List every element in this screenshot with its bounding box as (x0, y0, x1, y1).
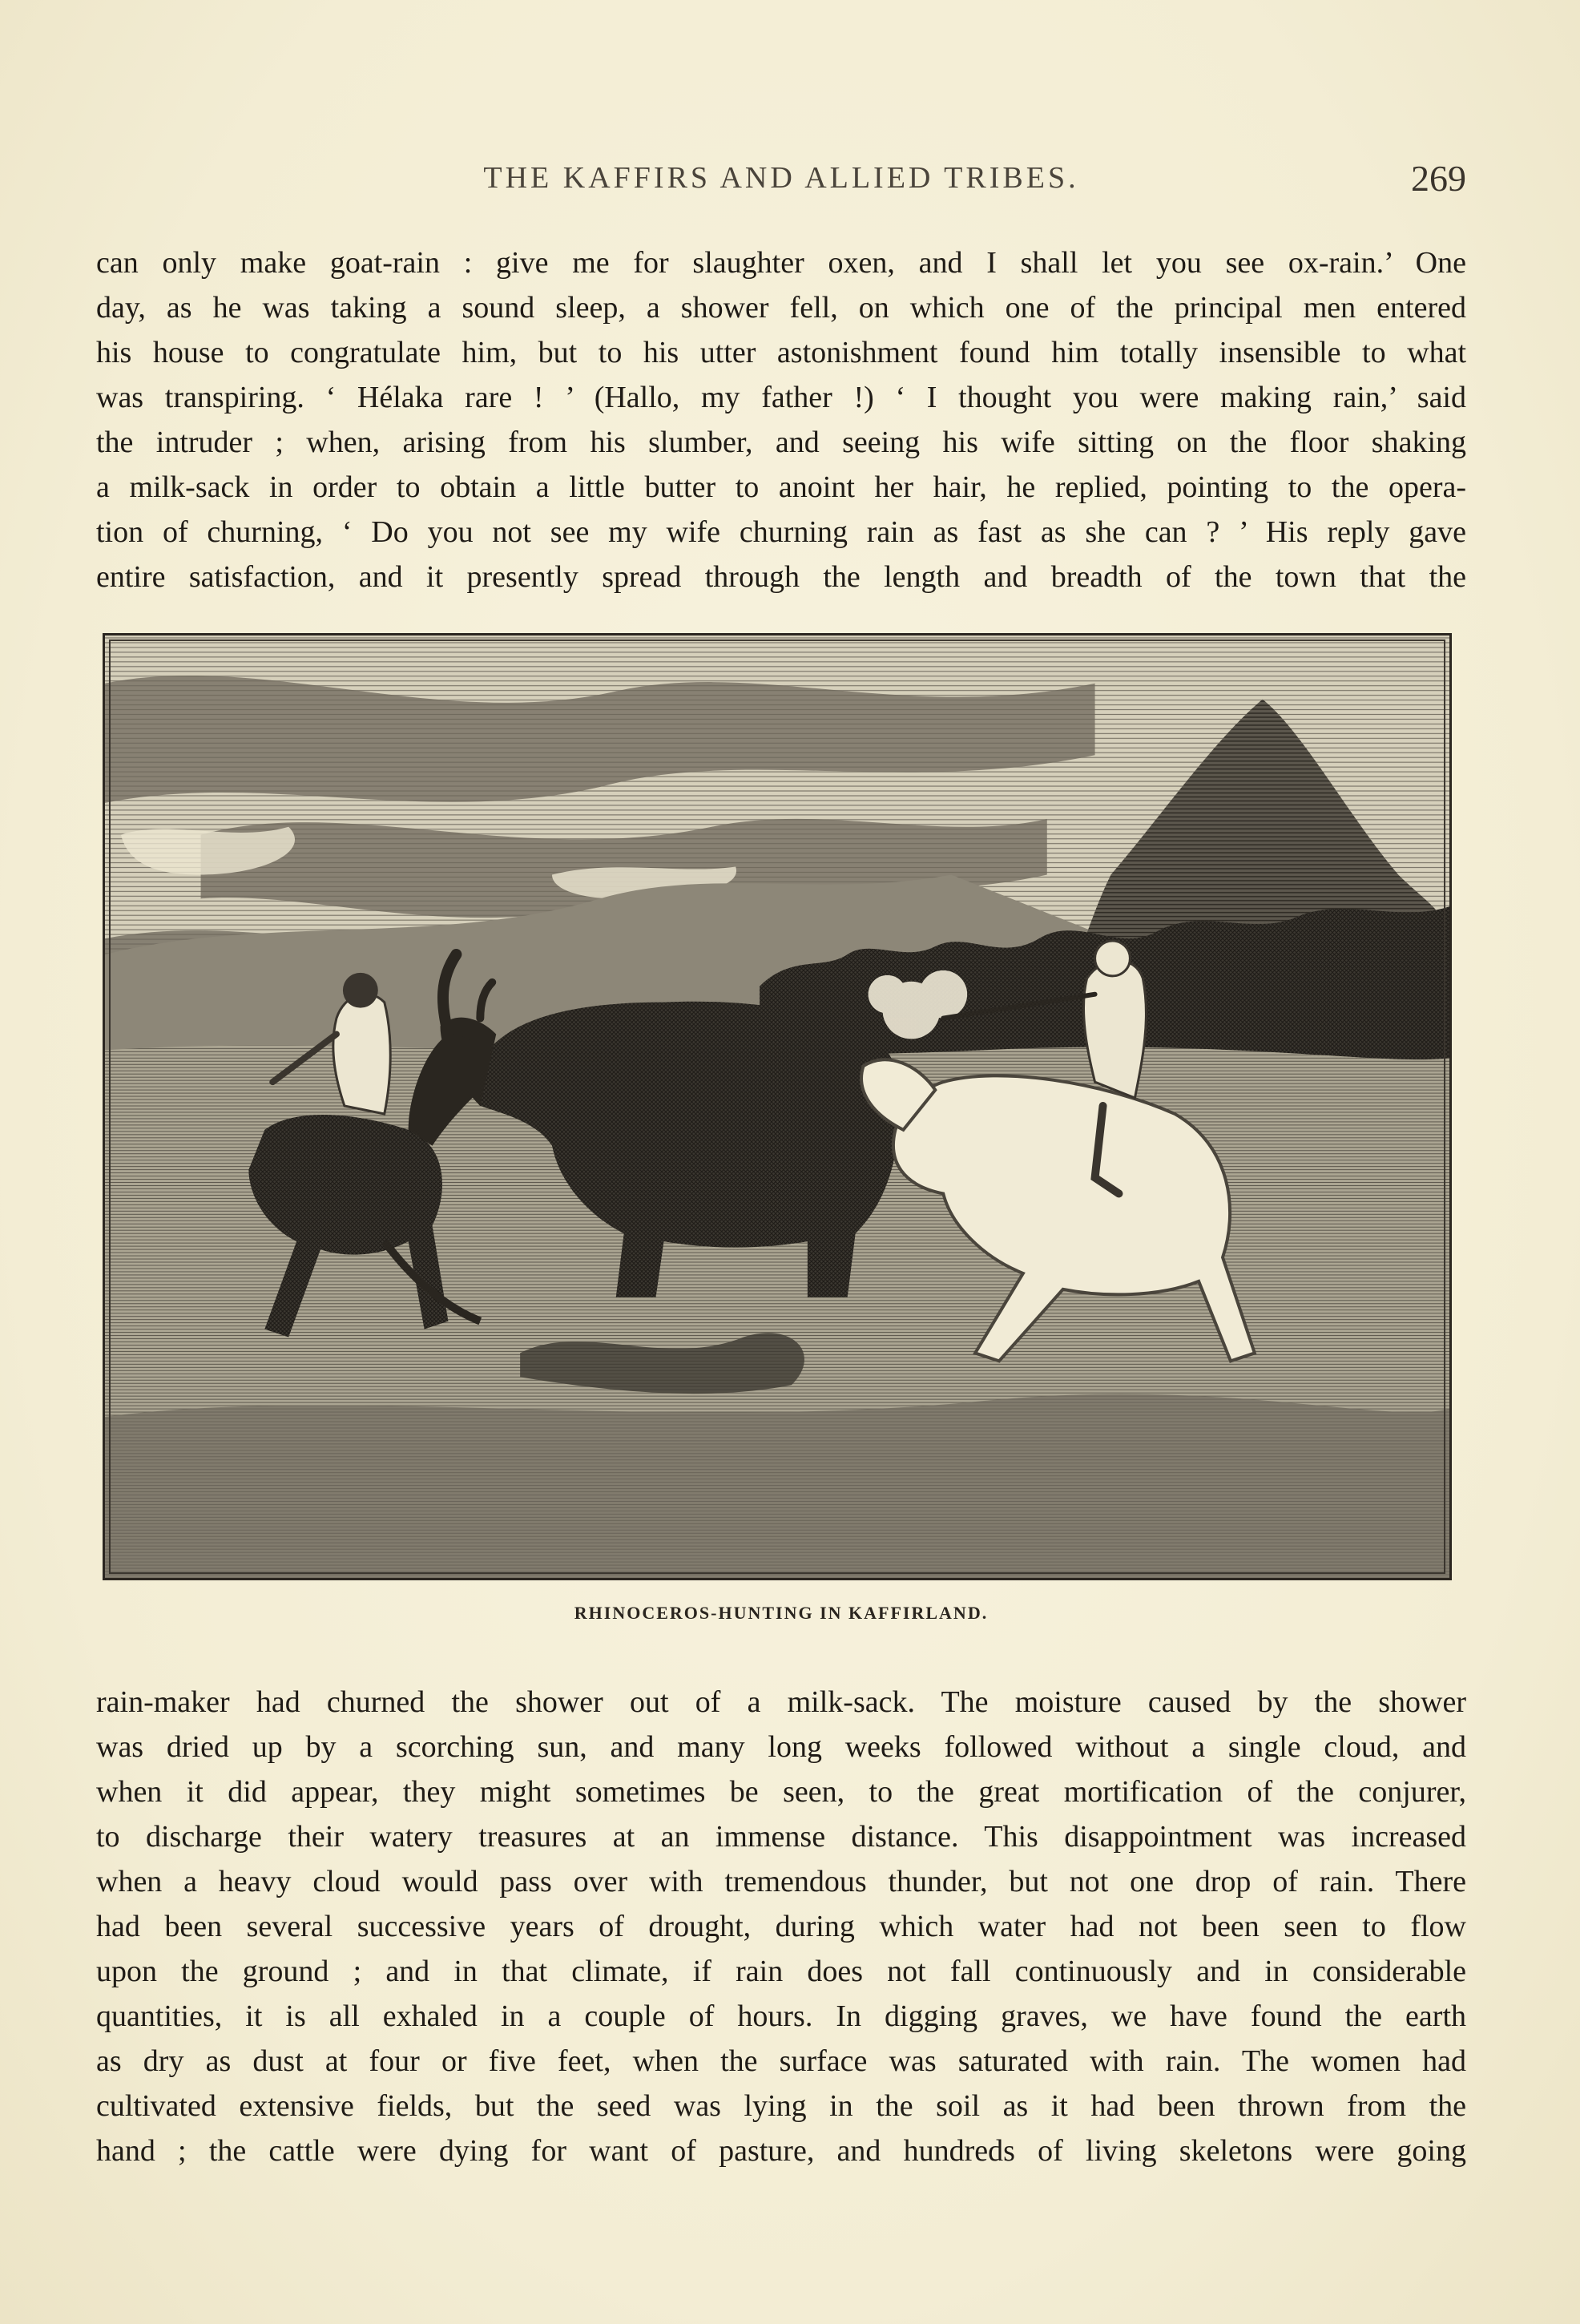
page-number: 269 (1411, 158, 1466, 199)
rhinoceros-hunting-engraving (105, 635, 1449, 1578)
running-head (96, 157, 1466, 205)
foreground-grass (105, 1394, 1449, 1578)
text-line: a milk-sack in order to obtain a little butter to anoint her hair, he replied, pointing to the opera- (96, 470, 1466, 504)
text-line: tion of churning, ‘ Do you not see my wife churning rain as fast as she can ? ’ His reply gave (96, 515, 1466, 549)
text-line: when it did appear, they might sometimes be seen, to the great mortification of the conjurer, (96, 1775, 1466, 1809)
text-line: as dry as dust at four or five feet, when the surface was saturated with rain. The women had (96, 2044, 1466, 2078)
text-line: had been several successive years of drought, during which water had not been seen to flow (96, 1910, 1466, 1943)
figure-caption: RHINOCEROS-HUNTING IN KAFFIRLAND. (574, 1603, 989, 1623)
text-line: rain-maker had churned the shower out of a milk-sack. The moisture caused by the shower (96, 1685, 1466, 1719)
text-line: was transpiring. ‘ Hélaka rare ! ’ (Hallo, my father !) ‘ I thought you were making rain,’ said (96, 381, 1466, 414)
text-line: day, as he was taking a sound sleep, a shower fell, on which one of the principal men entered (96, 291, 1466, 325)
text-line: upon the ground ; and in that climate, if rain does not fall continuously and in considerable (96, 1955, 1466, 1988)
running-title: THE KAFFIRS AND ALLIED TRIBES. (483, 161, 1079, 195)
bottom-paragraph (96, 1680, 1466, 2173)
text-line: cultivated extensive fields, but the seed was lying in the soil as it had been thrown from the (96, 2089, 1466, 2123)
text-line: can only make goat-rain : give me for slaughter oxen, and I shall let you see ox-rain.’ One (96, 246, 1466, 280)
text-line: was dried up by a scorching sun, and many long weeks followed without a single cloud, and (96, 1730, 1466, 1764)
engraving-illustration (103, 633, 1452, 1580)
text-line: his house to congratulate him, but to his utter astonishment found him totally insensible to what (96, 336, 1466, 369)
text-line: hand ; the cattle were dying for want of pasture, and hundreds of living skeletons were going (96, 2134, 1466, 2168)
top-paragraph (96, 240, 1466, 599)
text-line: entire satisfaction, and it presently spread through the length and breadth of the town that the (96, 560, 1466, 594)
text-line: when a heavy cloud would pass over with tremendous thunder, but not one drop of rain. There (96, 1865, 1466, 1898)
text-line: to discharge their watery treasures at an immense distance. This disappointment was increased (96, 1820, 1466, 1854)
text-line: quantities, it is all exhaled in a couple of hours. In digging graves, we have found the earth (96, 1999, 1466, 2033)
text-line: the intruder ; when, arising from his slumber, and seeing his wife sitting on the floor shaking (96, 426, 1466, 459)
